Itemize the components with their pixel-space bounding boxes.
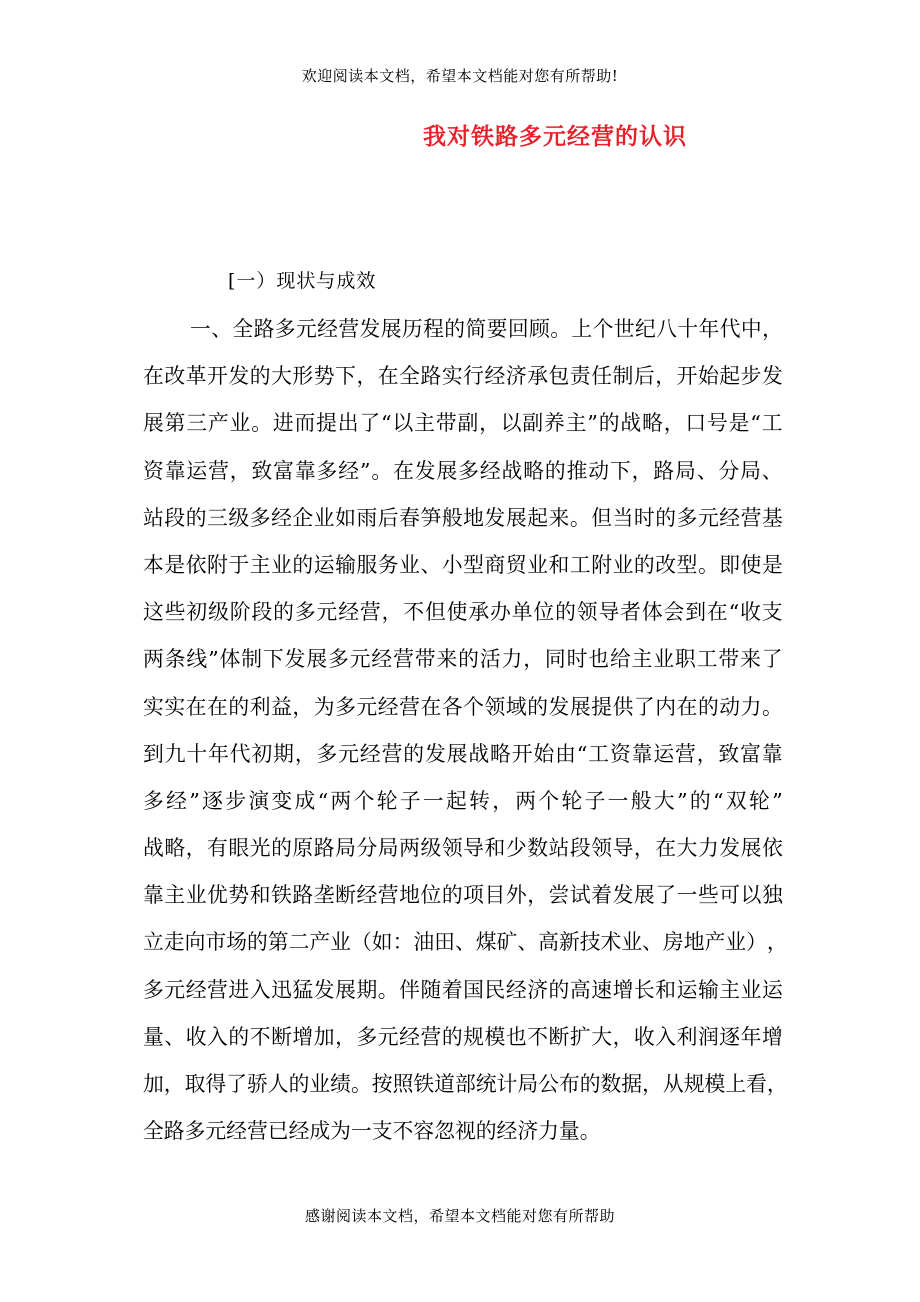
paragraph-line: 加 ， 取 得 了 骄 人 的 业 绩 。 按 照 铁 道 部 统 计 局 公 布 的 数 据 ， 从 规 模 上 看 ， bbox=[143, 1072, 788, 1096]
paragraph-line: 站 段 的 三 级 多 经 企 业 如 雨 后 春 笋 般 地 发 展 起 来 。 但 当 时 的 多 元 经 营 基 bbox=[143, 505, 783, 530]
paragraph-line: 本 是 依 附 于 主 业 的 运 输 服 务 业 、 小 型 商 贸 业 和 工 附 业 的 改 型 。 即 使 是 bbox=[143, 552, 783, 577]
paragraph-line: 一 、 全 路 多 元 经 营 发 展 历 程 的 简 要 回 顾 。 上 个 世 纪 八 十 年 代 中 ， bbox=[190, 317, 783, 341]
header-note: 欢迎阅读本文档，希望本文档能对您有所帮助! bbox=[301, 67, 619, 85]
footer-note: 感谢阅读本文档，希望本文档能对您有所帮助 bbox=[304, 1207, 615, 1225]
paragraph-line: 量 、 收 入 的 不 断 增 加 ， 多 元 经 营 的 规 模 也 不 断 扩 大 ， 收 入 利 润 逐 年 增 bbox=[143, 1024, 783, 1049]
document-title: 我对铁路多元经营的认识 bbox=[423, 123, 687, 150]
paragraph-line: 多 经 ” 逐 步 演 变 成 “ 两 个 轮 子 一 起 转 ， 两 个 轮 子 一 般 大 ” 的 “ 双 轮 ” bbox=[143, 788, 783, 813]
paragraph-line: 全路多元经营已经成为一支不容忽视的经济力量。 bbox=[143, 1119, 601, 1144]
paragraph-line: 实 实 在 在 的 利 益 ， 为 多 元 经 营 在 各 个 领 域 的 发 展 提 供 了 内 在 的 动 力 。 bbox=[143, 694, 783, 719]
paragraph-line: 这 些 初 级 阶 段 的 多 元 经 营 ， 不 但 使 承 办 单 位 的 领 导 者 体 会 到 在 “ 收 支 bbox=[143, 600, 783, 625]
body-paragraph bbox=[143, 314, 788, 1163]
paragraph-line: 展 第 三 产 业 。 进 而 提 出 了 “ 以 主 带 副 ， 以 副 养 主 ” 的 战 略 ， 口 号 是 “ 工 bbox=[143, 411, 783, 436]
paragraph-line: 在 改 革 开 发 的 大 形 势 下 ， 在 全 路 实 行 经 济 承 包 责 任 制 后 ， 开 始 起 步 发 bbox=[143, 364, 783, 389]
paragraph-line: 靠 主 业 优 势 和 铁 路 垄 断 经 营 地 位 的 项 目 外 ， 尝 试 着 发 展 了 一 些 可 以 独 bbox=[143, 883, 783, 908]
paragraph-line: 资 靠 运 营 ， 致 富 靠 多 经 ” 。 在 发 展 多 经 战 略 的 推 动 下 ， 路 局 、 分 局 、 bbox=[143, 458, 783, 483]
section-heading: [一）现状与成效 bbox=[228, 270, 377, 292]
paragraph-line: 到 九 十 年 代 初 期 ， 多 元 经 营 的 发 展 战 略 开 始 由 “ 工 资 靠 运 营 ， 致 富 靠 bbox=[143, 741, 783, 766]
paragraph-line: 两 条 线 ” 体 制 下 发 展 多 元 经 营 带 来 的 活 力 ， 同 时 也 给 主 业 职 工 带 来 了 bbox=[143, 647, 783, 672]
paragraph-line: 立 走 向 市 场 的 第 二 产 业 （ 如 ： 油 田 、 煤 矿 、 高 新 技 术 业 、 房 地 产 业 ） ， bbox=[143, 930, 788, 955]
paragraph-line: 战 略 ， 有 眼 光 的 原 路 局 分 局 两 级 领 导 和 少 数 站 段 领 导 ， 在 大 力 发 展 依 bbox=[143, 836, 783, 861]
paragraph-line: 多 元 经 营 进 入 迅 猛 发 展 期 。 伴 随 着 国 民 经 济 的 高 速 增 长 和 运 输 主 业 运 bbox=[143, 977, 783, 1002]
